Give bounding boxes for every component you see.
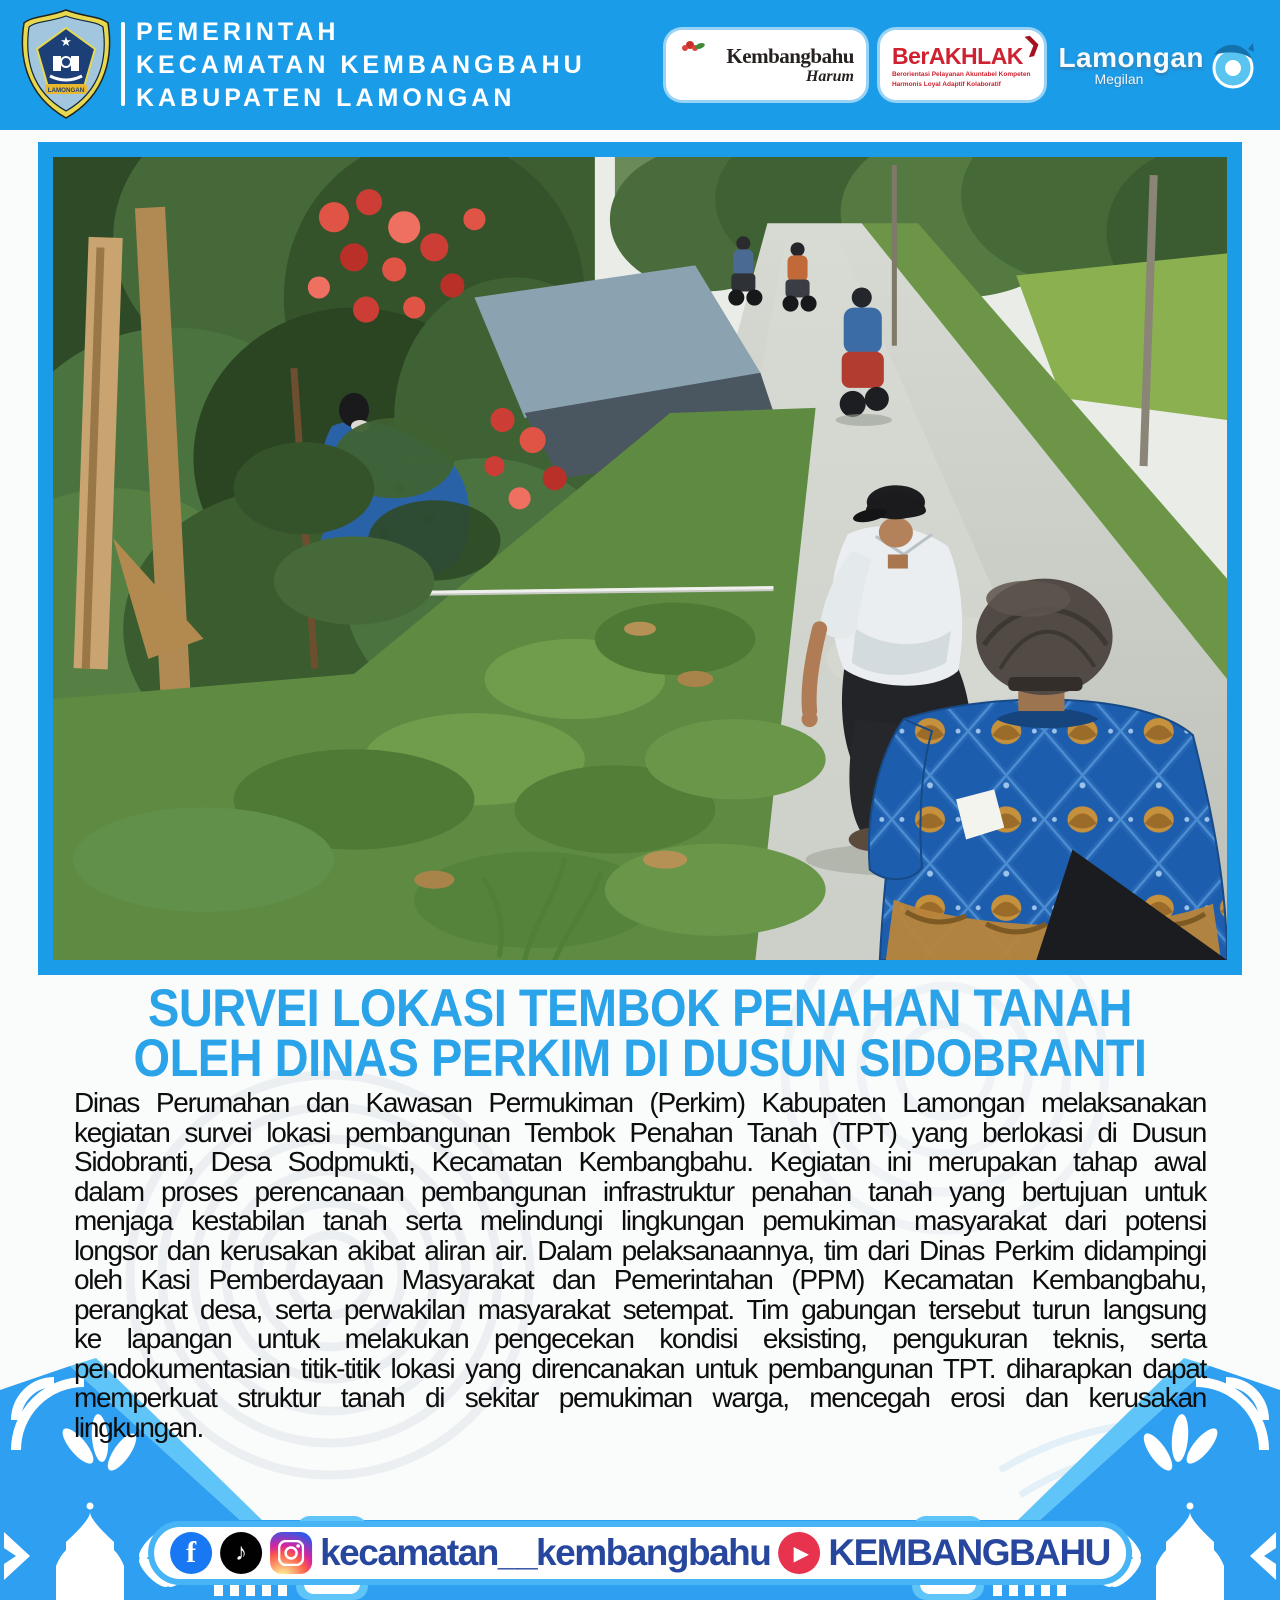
- badge-berakhlak-tagline-2: Harmonis Loyal Adaptif Kolaboratif: [891, 81, 1001, 88]
- crescent-flower-icon: [674, 39, 720, 91]
- facebook-icon[interactable]: f: [170, 1532, 212, 1574]
- gov-line-1: PEMERINTAH: [136, 18, 340, 46]
- social-media-bar: [148, 1521, 1132, 1585]
- government-title: [136, 16, 586, 115]
- badge-kembangbahu-harum: [666, 30, 866, 100]
- badge-lamongan-tagline: Megilan: [1094, 71, 1144, 87]
- header-badges: [666, 22, 1256, 108]
- instagram-handle[interactable]: kecamatan__kembangbahu: [320, 1532, 771, 1573]
- youtube-channel[interactable]: KEMBANGBAHU: [828, 1532, 1110, 1573]
- header-band: [0, 0, 1280, 130]
- post-title-line-1: SURVEI LOKASI TEMBOK PENAHAN TANAH: [148, 977, 1132, 1038]
- tiktok-icon[interactable]: ♪: [220, 1532, 262, 1574]
- badge-lamongan-name: Lamongan: [1058, 42, 1204, 73]
- dolphin-wave-icon: [1208, 39, 1256, 91]
- badge-berakhlak: [880, 30, 1044, 100]
- seal-banner-text: LAMONGAN: [47, 87, 85, 94]
- post-title-line-2: OLEH DINAS PERKIM DI DUSUN SIDOBRANTI: [133, 1027, 1147, 1088]
- youtube-icon[interactable]: ▶: [778, 1532, 820, 1574]
- header-divider: [121, 22, 125, 106]
- post-title: [0, 977, 1280, 1088]
- photo-frame: [38, 142, 1242, 975]
- gov-line-3: KABUPATEN LAMONGAN: [136, 84, 516, 112]
- badge-berakhlak-tagline-1: Berorientasi Pelayanan Akuntabel Kompeten: [891, 70, 1031, 78]
- badge-kembangbahu-tagline: Harum: [805, 67, 854, 85]
- gov-line-2: KECAMATAN KEMBANGBAHU: [136, 51, 586, 79]
- badge-lamongan-megilan: [1058, 39, 1256, 91]
- instagram-icon[interactable]: [270, 1532, 312, 1574]
- red-chevron-icon: ❯: [1021, 32, 1043, 58]
- survey-photo: [53, 157, 1227, 960]
- badge-berakhlak-title: BerAKHLAK: [891, 42, 1023, 69]
- survey-photo-illustration: [53, 157, 1227, 960]
- article-paragraph: Dinas Perumahan dan Kawasan Permukiman (Perkim) Kabupaten Lamongan melaksanakan kegiatan survei lokasi pembangunan Tembok Penahan Tanah (TPT) yang berlokasi di Dusun Sidobranti, Desa Sodpmukti, Kecamatan Kembangbahu. Kegiatan ini merupakan tahap awal dalam proses perencanaan pembangunan infrastruktur penahan tanah yang bertujuan untuk menjaga kestabilan tanah serta melindungi lingkungan pemukiman masyarakat dari potensi longsor dan kerusakan akibat aliran air. Dalam pelaksanaannya, tim dari Dinas Perkim didampingi oleh Kasi Pemberdayaan Masyarakat dan Pemerintahan (PPM) Kecamatan Kembangbahu, perangkat desa, serta perwakilan masyarakat setempat. Tim gabungan tersebut turun langsung ke lapangan untuk melakukan pengecekan kondisi eksisting, pengukuran teknis, serta pendokumentasian titik-titik lokasi yang direncanakan untuk pembangunan TPT. diharapkan dapat memperkuat struktur tanah di sekitar pemukiman warga, mencegah erosi dan kerusakan lingkungan.: [74, 1087, 1206, 1443]
- lamongan-regency-seal-icon: [16, 8, 116, 120]
- article-body: [74, 1088, 1206, 1442]
- badge-kembangbahu-name: Kembangbahu: [726, 43, 854, 68]
- seal-star-icon: ★: [60, 34, 72, 49]
